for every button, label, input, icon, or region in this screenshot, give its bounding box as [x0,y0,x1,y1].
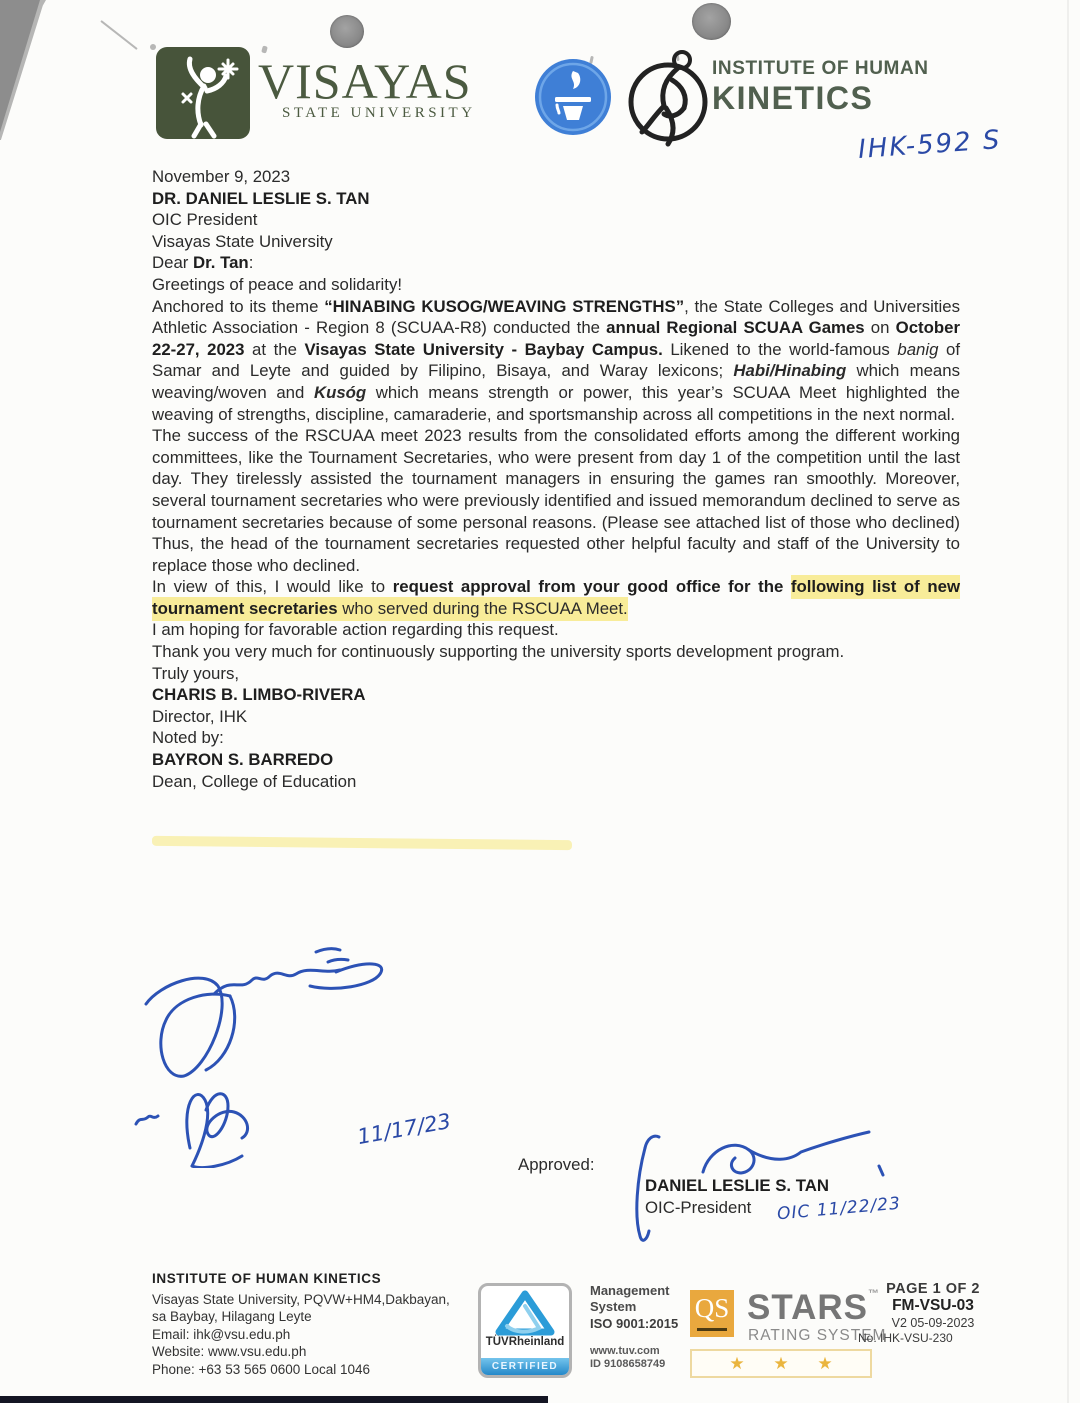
signatory-dean [152,749,960,792]
president-title: OIC-President [645,1198,752,1217]
tuv-brand-text: TÜVRheinland [485,1336,565,1348]
footer-institute-name: INSTITUTE OF HUMAN KINETICS [152,1271,382,1286]
handwritten-reference-number: IHK-592 S [857,125,1003,165]
president-name: DANIEL LESLIE S. TAN [645,1176,829,1195]
iso-certification-text: Management System ISO 9001:2015 [590,1283,679,1331]
torch-badge-icon [533,57,613,142]
document-number: No. IHK-VSU-230 [858,1331,953,1345]
director-title: Director, IHK [152,706,248,726]
footer-document-info [858,1281,1008,1345]
tuv-url-id: www.tuv.com ID 9108658749 [590,1345,666,1370]
director-name: CHARIS B. LIMBO-RIVERA [152,685,366,705]
hole-punch [330,15,364,48]
noted-by-label: Noted by: [152,728,224,748]
letter-body [152,166,960,792]
recipient-org: Visayas State University [152,231,333,251]
paragraph-hoping: I am hoping for favorable action regarding this request. [152,620,559,640]
qs-stars-wordmark: STARS™ [747,1288,881,1327]
handwritten-date-dean: 11/17/23 [355,1108,453,1150]
institute-name-line2: KINETICS [712,80,874,116]
paragraph-thanks: Thank you very much for continuously supporting the university sports development program. [152,642,845,662]
form-version: V2 05-09-2023 [891,1316,975,1330]
greeting-line: Greetings of peace and solidarity! [152,274,402,294]
director-signature [138,946,438,1096]
footer-address-line2: sa Baybay, Hilagang Leyte [152,1309,312,1324]
scan-corner-artifact [0,0,40,132]
recipient-name: DR. DANIEL LESLIE S. TAN [152,188,370,208]
scan-edge-artifact [0,1396,548,1403]
dean-title: Dean, College of Education [152,771,357,791]
approved-label: Approved: [518,1155,595,1174]
paragraph-committees: The success of the RSCUAA meet 2023 results from the consolidated efforts among the different working committees, like the Tournament Secretaries, who were present from day 1 of the competition until the last day. They tirelessly assisted the tournament managers in ensuring the games ran smoothly. Moreover, several tournament secretaries who were previously identified and issued memorandum declined to serve as tournament secretaries because of some personal reasons. (Please see attached list of those who declined) Thus, the head of the tournament secretaries requested other helpful faculty and staff of the University to replace those who declined. [152,426,960,575]
paragraph-request: In view of this, I would like to request approval from your good office for the following list of new tournament secretaries who served during the RSCUAA Meet. [152,576,960,619]
qs-star-rating: ★ ★ ★ [690,1349,872,1378]
scan-scratch [100,20,137,50]
closing-line: Truly yours, [152,663,240,683]
institute-name-line1: INSTITUTE OF HUMAN [712,58,929,79]
vsu-wordmark-sub: STATE UNIVERSITY [282,105,476,121]
footer-email: Email: ihk@vsu.edu.ph [152,1326,291,1342]
dean-name: BAYRON S. BARREDO [152,750,334,770]
letter-date: November 9, 2023 [152,167,291,186]
ihk-athlete-icon [622,46,714,155]
footer-address-line1: Visayas State University, PQVW+HM4,Dakbayan, [152,1291,450,1307]
tuv-certified-label: CERTIFIED [481,1358,569,1375]
vsu-seal-icon [155,46,251,145]
recipient-title: OIC President [152,210,258,230]
salutation: Dear Dr. Tan: [152,253,254,273]
tuv-triangle-icon [481,1286,569,1338]
recipient-block [152,188,960,253]
vsu-wordmark: VISAYAS [258,53,472,109]
scan-fold-line [1067,0,1069,1403]
footer-website: Website: www.vsu.edu.ph [152,1344,307,1359]
handwritten-date-president: OIC 11/22/23 [776,1193,902,1225]
paragraph-theme: Anchored to its theme “HINABING KUSOG/WEAVING STRENGTHS”, the State Colleges and Universities Athletic Association - Region 8 (SCUAA-R8) conducted the annual Regional SCUAA Games on October 22-27, 2023 at the Visayas State University - Baybay Campus. Likened to the world-famous banig of Samar and Leyte and guided by Filipino, Bisaya, and Waray lexicons; Habi/Hinabing which means weaving/woven and Kusóg which means strength or power, this year’s SCUAA Meet highlighted the weaving of strengths, discipline, camaraderie, and sportsmanship across all competitions in the next normal. [152,296,960,424]
signatory-director [152,684,960,727]
qs-logo: QS [690,1290,734,1337]
footer-phone: Phone: +63 53 565 0600 Local 1046 [152,1361,371,1377]
highlight-marker-tail [152,836,572,850]
qs-rating-system-label: RATING SYSTEM [748,1327,887,1344]
dean-signature [130,1078,330,1168]
footer-contact-block [152,1270,450,1378]
tuv-certified-badge [478,1283,572,1378]
page-number: PAGE 1 OF 2 [886,1281,980,1297]
qs-logo-underline [697,1328,727,1331]
form-code: FM-VSU-03 [892,1297,974,1314]
hole-punch [692,3,731,40]
